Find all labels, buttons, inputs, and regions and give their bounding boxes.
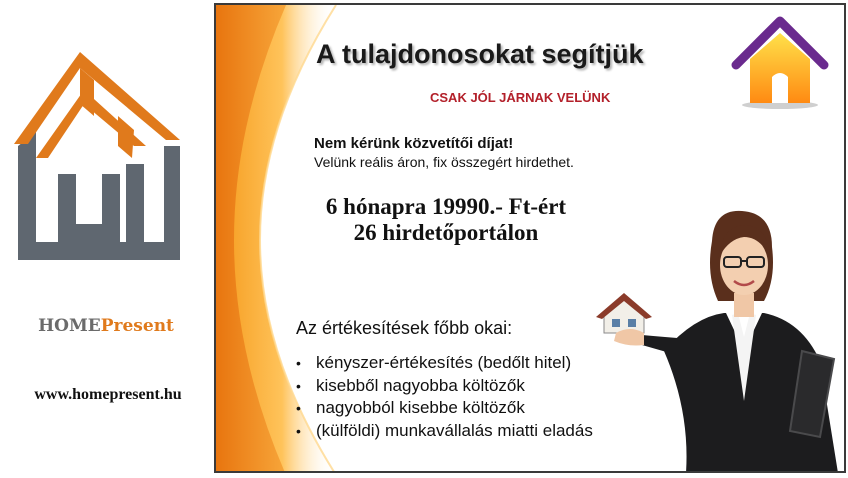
brand-name-present: Present — [100, 316, 174, 336]
small-house-icon — [596, 293, 652, 333]
reasons-heading: Az értékesítések főbb okai: — [296, 318, 513, 338]
brand-name — [0, 316, 212, 336]
list-item — [294, 352, 593, 375]
bullet: • — [296, 400, 301, 416]
house-icon — [730, 13, 830, 113]
advert-title: A tulajdonosokat segítjük — [316, 39, 644, 69]
list-item — [294, 420, 593, 443]
reason-text: kényszer-értékesítés (bedőlt hitel) — [316, 353, 572, 372]
no-fee-text: Nem kérünk közvetítői díjat! — [314, 135, 514, 152]
brand-name-home: HOME — [38, 316, 101, 336]
advert-panel — [214, 3, 846, 473]
bullet: • — [296, 355, 301, 371]
offer-line-1: 6 hónapra 19990.- Ft-ért — [325, 194, 567, 219]
reason-text: kisebből nagyobba költözők — [316, 375, 525, 395]
reasons-list — [294, 352, 593, 442]
fixed-price-text: Velünk reális áron, fix összegért hirdethet. — [314, 154, 574, 170]
advert-subtitle: CSAK JÓL JÁRNAK VELÜNK — [430, 90, 611, 105]
house-logo-icon — [14, 46, 180, 260]
reason-text: nagyobból kisebbe költözők — [316, 398, 525, 417]
bullet: • — [296, 377, 301, 394]
bullet: • — [296, 422, 301, 439]
reason-text: (külföldi) munkavállalás miatti eladás — [316, 420, 593, 440]
businesswoman-illustration — [594, 201, 846, 473]
brand-column — [0, 0, 212, 478]
brand-url[interactable]: www.homepresent.hu — [34, 386, 182, 403]
list-item — [294, 397, 593, 420]
offer-block — [276, 194, 616, 246]
offer-line-2: 26 hirdetőportálon — [353, 220, 539, 245]
list-item — [294, 375, 593, 398]
